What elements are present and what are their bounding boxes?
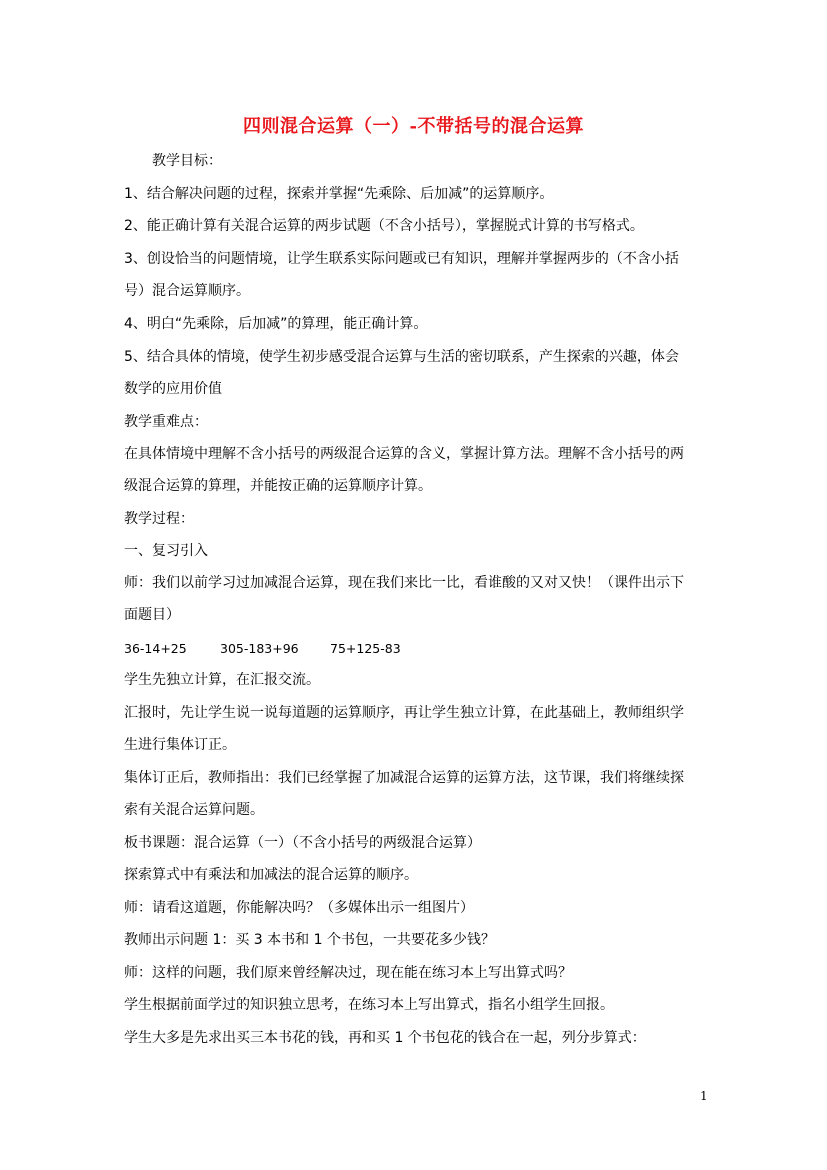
paragraph-line: 教学目标： bbox=[152, 153, 222, 169]
formula-2: 305-183+96 bbox=[220, 641, 299, 656]
paragraph-line: 板书课题：混合运算（一）（不含小括号的两级混合运算） bbox=[124, 835, 481, 851]
formula-3: 75+125-83 bbox=[330, 641, 401, 656]
paragraph-line: 教学过程： bbox=[124, 511, 194, 527]
paragraph-line: 4、明白“先乘除，后加减”的算理，能正确计算。 bbox=[124, 316, 428, 332]
page-number: 1 bbox=[700, 1089, 708, 1103]
paragraph-line: 汇报时，先让学生说一说每道题的运算顺序，再让学生独立计算，在此基础上，教师组织学 bbox=[124, 705, 684, 721]
paragraph-line: 一、复习引入 bbox=[124, 543, 208, 559]
paragraph-line: 学生大多是先求出买三本书花的钱，再和买 1 个书包花的钱合在一起，列分步算式： bbox=[124, 1030, 646, 1046]
formula-line bbox=[124, 639, 714, 659]
paragraph-line: 探索算式中有乘法和加减法的混合运算的顺序。 bbox=[124, 867, 418, 883]
paragraph-line: 号）混合运算顺序。 bbox=[124, 283, 250, 299]
paragraph-line: 1、结合解决问题的过程，探索并掌握“先乘除、后加减”的运算顺序。 bbox=[124, 186, 554, 202]
paragraph-line: 数学的应用价值 bbox=[124, 381, 222, 397]
paragraph-line: 师：请看这道题，你能解决吗？（多媒体出示一组图片） bbox=[124, 900, 474, 916]
paragraph-line: 教师出示问题 1：买 3 本书和 1 个书包，一共要花多少钱？ bbox=[124, 932, 495, 948]
formula-1: 36-14+25 bbox=[124, 641, 187, 656]
paragraph-line: 师：这样的问题，我们原来曾经解决过，现在能在练习本上写出算式吗？ bbox=[124, 965, 572, 981]
paragraph-line: 教学重难点： bbox=[124, 414, 208, 430]
paragraph-line: 集体订正后，教师指出：我们已经掌握了加减混合运算的运算方法，这节课，我们将继续探 bbox=[124, 770, 684, 786]
paragraph-line: 5、结合具体的情境，使学生初步感受混合运算与生活的密切联系，产生探索的兴趣，体会 bbox=[124, 349, 679, 365]
paragraph-line: 在具体情境中理解不含小括号的两级混合运算的含义，掌握计算方法。理解不含小括号的两 bbox=[124, 446, 684, 462]
paragraph-line: 2、能正确计算有关混合运算的两步试题（不含小括号），掌握脱式计算的书写格式。 bbox=[124, 218, 644, 234]
paragraph-line: 生进行集体订正。 bbox=[124, 737, 236, 753]
paragraph-line: 面题目） bbox=[124, 607, 180, 623]
paragraph-line: 索有关混合运算问题。 bbox=[124, 802, 264, 818]
document-title: 四则混合运算（一）-不带括号的混合运算 bbox=[243, 116, 584, 137]
paragraph-line: 3、创设恰当的问题情境，让学生联系实际问题或已有知识，理解并掌握两步的（不含小括 bbox=[124, 251, 679, 267]
paragraph-line: 级混合运算的算理，并能按正确的运算顺序计算。 bbox=[124, 478, 432, 494]
paragraph-line: 学生先独立计算，在汇报交流。 bbox=[124, 672, 320, 688]
paragraph-line: 学生根据前面学过的知识独立思考，在练习本上写出算式，指名小组学生回报。 bbox=[124, 997, 614, 1013]
paragraph-line: 师：我们以前学习过加减混合运算，现在我们来比一比，看谁酸的又对又快！（课件出示下 bbox=[124, 575, 684, 591]
